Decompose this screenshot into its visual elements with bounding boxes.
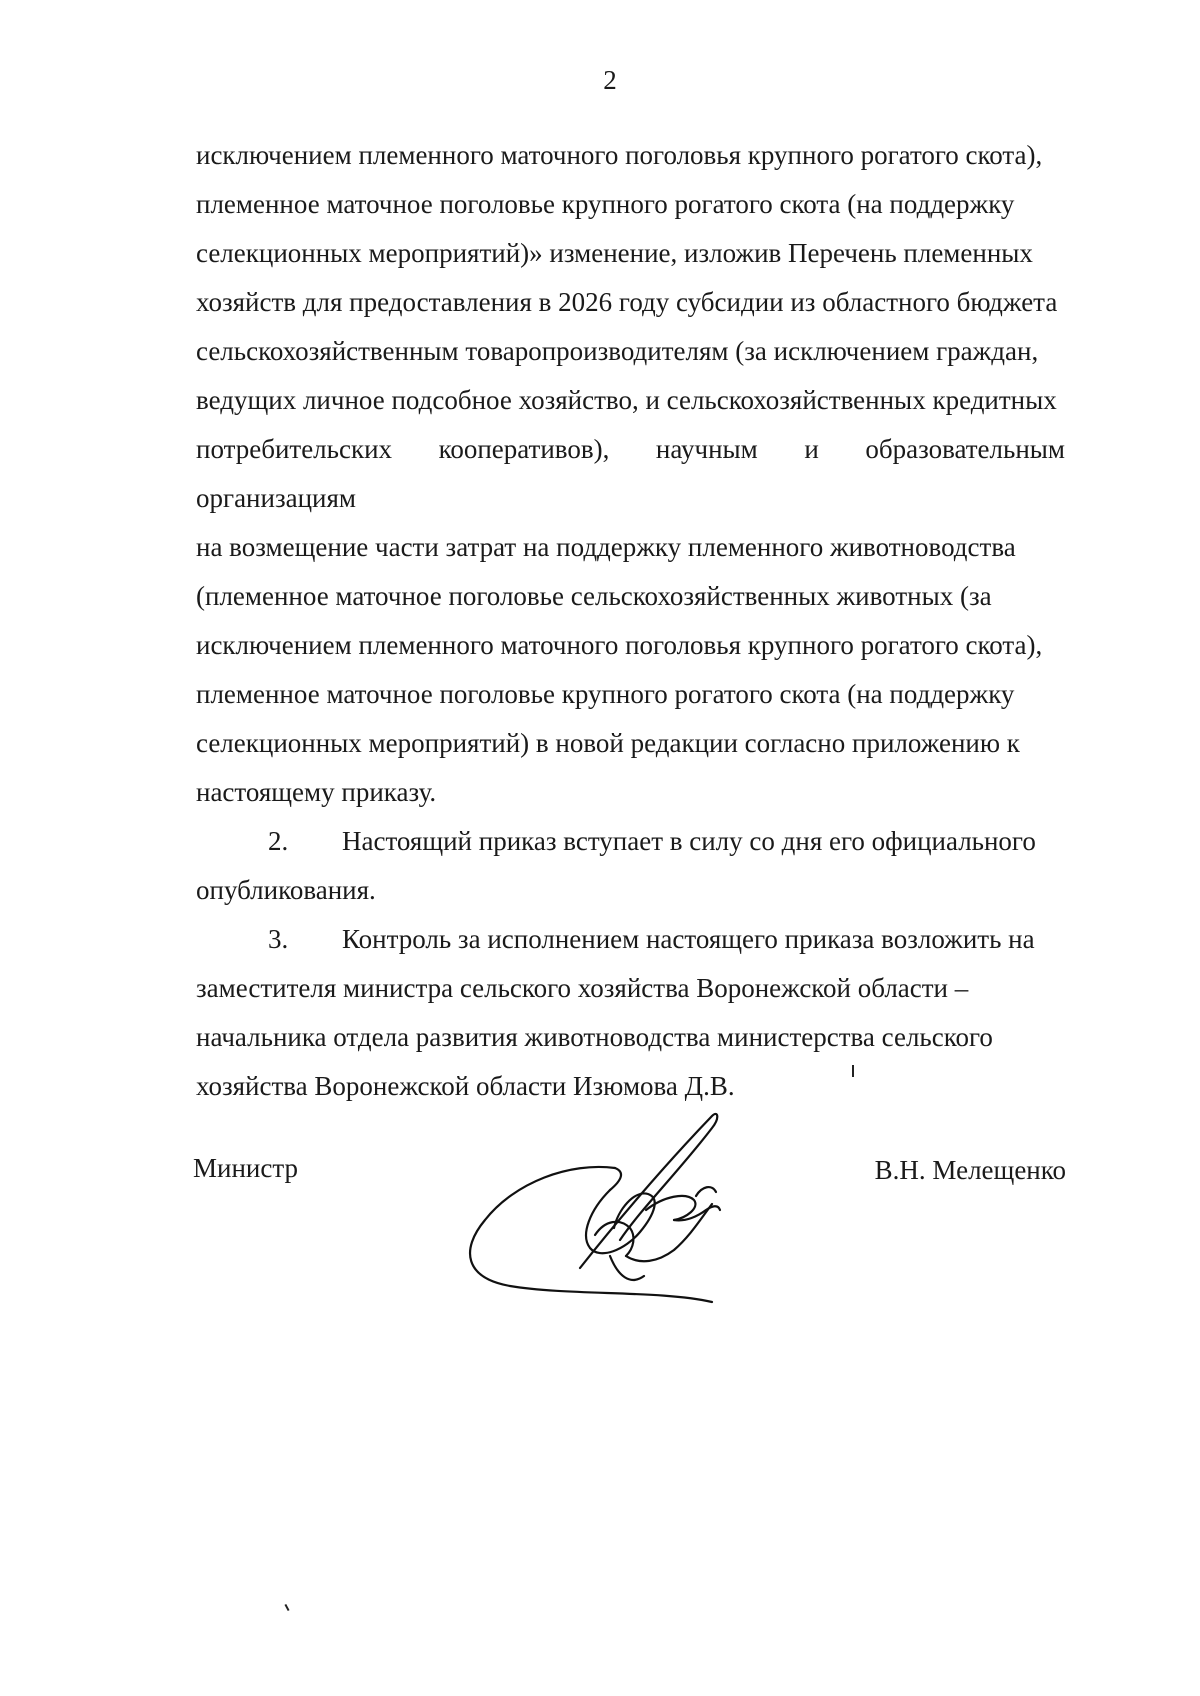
text-line: племенное маточное поголовье крупного рогатого скота (на поддержку	[196, 679, 1015, 709]
item-number: 2.	[268, 826, 289, 856]
text-line: начальника отдела развития животноводства министерства сельского	[196, 1022, 993, 1052]
text-line: селекционных мероприятий) в новой редакции согласно приложению к	[196, 728, 1020, 758]
text-line: сельскохозяйственным товаропроизводителям (за исключением граждан,	[196, 336, 1039, 366]
text-line: потребительских кооперативов), научным и образовательным организациям	[196, 434, 1065, 513]
text-line: селекционных мероприятий)» изменение, изложив Перечень племенных	[196, 238, 1033, 268]
document-body	[196, 131, 1065, 1111]
text-line: Настоящий приказ вступает в силу со дня его официального	[342, 826, 1036, 856]
signatory-title: Министр	[193, 1153, 298, 1183]
text-line: исключением племенного маточного поголовья крупного рогатого скота),	[196, 140, 1043, 170]
scan-mark	[284, 1604, 289, 1611]
text-line: (племенное маточное поголовье сельскохозяйственных животных (за	[196, 581, 992, 611]
text-line: хозяйства Воронежской области Изюмова Д.В.	[196, 1071, 735, 1101]
item-number: 3.	[268, 924, 289, 954]
handwritten-signature	[450, 1100, 790, 1315]
page-number: 2	[603, 65, 617, 95]
item-2-paragraph	[196, 817, 1065, 915]
continuation-paragraph	[196, 131, 1065, 817]
text-line: ведущих личное подсобное хозяйство, и сельскохозяйственных кредитных	[196, 385, 1057, 415]
signatory-name: В.Н. Мелещенко	[874, 1155, 1066, 1185]
item-3-paragraph	[196, 915, 1065, 1111]
text-line: заместителя министра сельского хозяйства Воронежской области –	[196, 973, 969, 1003]
text-line: хозяйств для предоставления в 2026 году субсидии из областного бюджета	[196, 287, 1058, 317]
text-line: Контроль за исполнением настоящего приказа возложить на	[342, 924, 1035, 954]
text-line: опубликования.	[196, 875, 376, 905]
text-line: исключением племенного маточного поголовья крупного рогатого скота),	[196, 630, 1043, 660]
text-line: племенное маточное поголовье крупного рогатого скота (на поддержку	[196, 189, 1015, 219]
scan-mark	[852, 1065, 854, 1077]
text-line: настоящему приказу.	[196, 777, 437, 807]
text-line: на возмещение части затрат на поддержку племенного животноводства	[196, 532, 1016, 562]
